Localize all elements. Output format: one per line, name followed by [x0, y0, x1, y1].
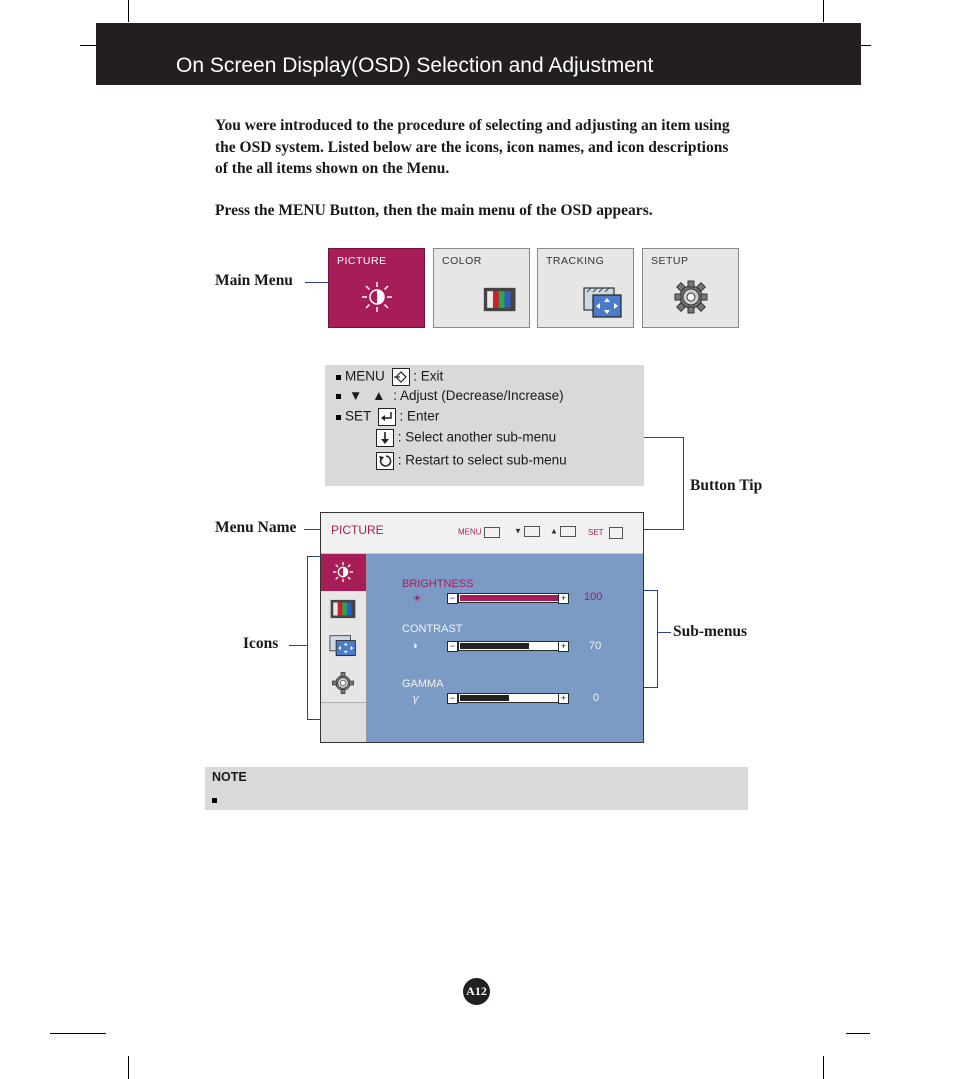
- osd-side-color[interactable]: [321, 591, 366, 629]
- tip-restart-desc: : Restart to select sub-menu: [397, 452, 567, 468]
- note-box: [205, 767, 748, 810]
- sub-menus-connector: [642, 590, 658, 591]
- decrease-button[interactable]: −: [447, 693, 458, 704]
- osd-icon-column: [321, 554, 367, 742]
- icons-connector: [307, 556, 308, 720]
- tracking-icon: [329, 635, 357, 657]
- main-menu-color[interactable]: [433, 248, 530, 328]
- increase-button[interactable]: +: [558, 641, 569, 652]
- main-menu-color-label: COLOR: [442, 255, 482, 267]
- bullet: [212, 798, 217, 803]
- button-tip-connector: [642, 529, 684, 530]
- tip-adjust-desc: : Adjust (Decrease/Increase): [393, 388, 564, 403]
- button-tip-box: [325, 365, 644, 486]
- main-menu-picture-label: PICTURE: [337, 255, 387, 267]
- icons-connector: [289, 645, 308, 646]
- color-bars-icon: [478, 287, 518, 317]
- button-tip-connector: [644, 437, 684, 438]
- down-arrow-icon: [376, 429, 394, 447]
- tip-set-desc: : Enter: [399, 408, 440, 424]
- tracking-icon: [582, 287, 624, 319]
- osd-down-hint: ▼: [514, 526, 540, 537]
- tip-menu-key: MENU: [345, 368, 385, 384]
- submenu-contrast-label: CONTRAST: [402, 623, 463, 635]
- osd-side-picture[interactable]: [321, 554, 366, 592]
- sub-menus-label: Sub-menus: [673, 623, 748, 640]
- icons-label: Icons: [243, 635, 279, 652]
- decrease-button[interactable]: −: [447, 593, 458, 604]
- note-title: NOTE: [212, 770, 247, 784]
- icons-connector: [307, 719, 320, 720]
- osd-set-hint: [588, 527, 623, 539]
- crop-mark: [861, 45, 871, 46]
- tip-restart-row: [376, 452, 567, 470]
- tip-adjust-row: [336, 388, 564, 403]
- tip-set-row: [336, 408, 439, 426]
- button-tip-connector: [683, 437, 684, 530]
- sub-menus-connector: [657, 632, 671, 633]
- osd-top-bar: [321, 513, 643, 554]
- main-menu-picture[interactable]: [328, 248, 425, 328]
- crop-mark: [80, 45, 96, 46]
- crop-mark: [846, 1033, 870, 1034]
- color-bars-icon: [330, 599, 356, 619]
- main-menu-setup[interactable]: [642, 248, 739, 328]
- menu-name-connector: [304, 529, 320, 530]
- sub-menus-connector: [642, 687, 658, 688]
- crop-mark: [823, 1056, 824, 1079]
- page-number: A12: [463, 978, 490, 1005]
- left-arrow-icon: [524, 526, 540, 537]
- gamma-slider[interactable]: [458, 693, 562, 703]
- osd-screen: [320, 512, 644, 743]
- slider-fill: [460, 595, 558, 601]
- menu-name-label: Menu Name: [215, 519, 297, 536]
- sub-menus-connector: [657, 590, 658, 688]
- contrast-value: 70: [589, 640, 602, 652]
- down-arrow-icon: [609, 527, 623, 539]
- decrease-button[interactable]: −: [447, 641, 458, 652]
- contrast-icon: ◑: [411, 640, 418, 652]
- main-menu-label: Main Menu: [215, 272, 293, 289]
- main-menu-tracking-label: TRACKING: [546, 255, 605, 267]
- increase-button[interactable]: +: [558, 693, 569, 704]
- contrast-slider[interactable]: [458, 641, 562, 651]
- slider-fill: [460, 695, 509, 701]
- tip-select-desc: : Select another sub-menu: [397, 429, 557, 445]
- osd-menu-name: PICTURE: [331, 523, 384, 537]
- tip-menu-row: [336, 368, 443, 386]
- icons-connector: [307, 556, 320, 557]
- crop-mark: [823, 0, 824, 22]
- page-title: On Screen Display(OSD) Selection and Adjustment: [176, 54, 654, 77]
- osd-top-menu-label: MENU: [458, 527, 482, 537]
- menu-exit-icon: [484, 527, 500, 538]
- osd-side-tracking[interactable]: [321, 628, 366, 666]
- main-menu-connector: [305, 282, 328, 283]
- brightness-value: 100: [584, 591, 603, 603]
- main-menu-setup-label: SETUP: [651, 255, 689, 267]
- crop-mark: [128, 0, 129, 22]
- enter-icon: [378, 408, 396, 426]
- tip-select-row: [376, 429, 556, 447]
- tip-menu-desc: : Exit: [413, 368, 444, 384]
- restart-icon: [376, 452, 394, 470]
- gamma-value: 0: [593, 692, 600, 704]
- osd-submenu-panel: [367, 554, 643, 742]
- sun-icon: [331, 560, 355, 584]
- crop-mark: [128, 1056, 129, 1079]
- brightness-slider[interactable]: [458, 593, 562, 603]
- gamma-icon: γ: [413, 693, 419, 705]
- osd-top-menu-hint: [458, 527, 500, 538]
- sun-icon: [359, 279, 395, 315]
- sun-icon: ☀: [412, 593, 422, 605]
- up-triangle-icon: ▲: [372, 388, 386, 403]
- main-menu-tracking[interactable]: [537, 248, 634, 328]
- crop-mark: [50, 1033, 106, 1034]
- gear-icon: [673, 279, 709, 315]
- bullet: [336, 394, 341, 399]
- gear-icon: [331, 671, 355, 695]
- increase-button[interactable]: +: [558, 593, 569, 604]
- osd-side-setup[interactable]: [321, 665, 366, 703]
- osd-top-set-label: SET: [588, 528, 604, 538]
- tip-set-key: SET: [345, 408, 372, 424]
- submenu-brightness-label: BRIGHTNESS: [402, 578, 474, 590]
- right-arrow-icon: [560, 526, 576, 537]
- slider-fill: [460, 643, 529, 649]
- menu-exit-icon: [392, 368, 410, 386]
- press-menu-instruction: Press the MENU Button, then the main menu of the OSD appears.: [215, 202, 653, 219]
- bullet: [336, 375, 341, 380]
- bullet: [336, 415, 341, 420]
- intro-paragraph: You were introduced to the procedure of selecting and adjusting an item using the OSD system. Listed below are the icons, icon names, and icon descriptions of the all items shown on the Menu.: [215, 117, 730, 177]
- submenu-gamma-label: GAMMA: [402, 678, 444, 690]
- osd-up-hint: ▲: [550, 526, 576, 537]
- down-triangle-icon: ▼: [349, 388, 363, 403]
- button-tip-label: Button Tip: [690, 477, 763, 494]
